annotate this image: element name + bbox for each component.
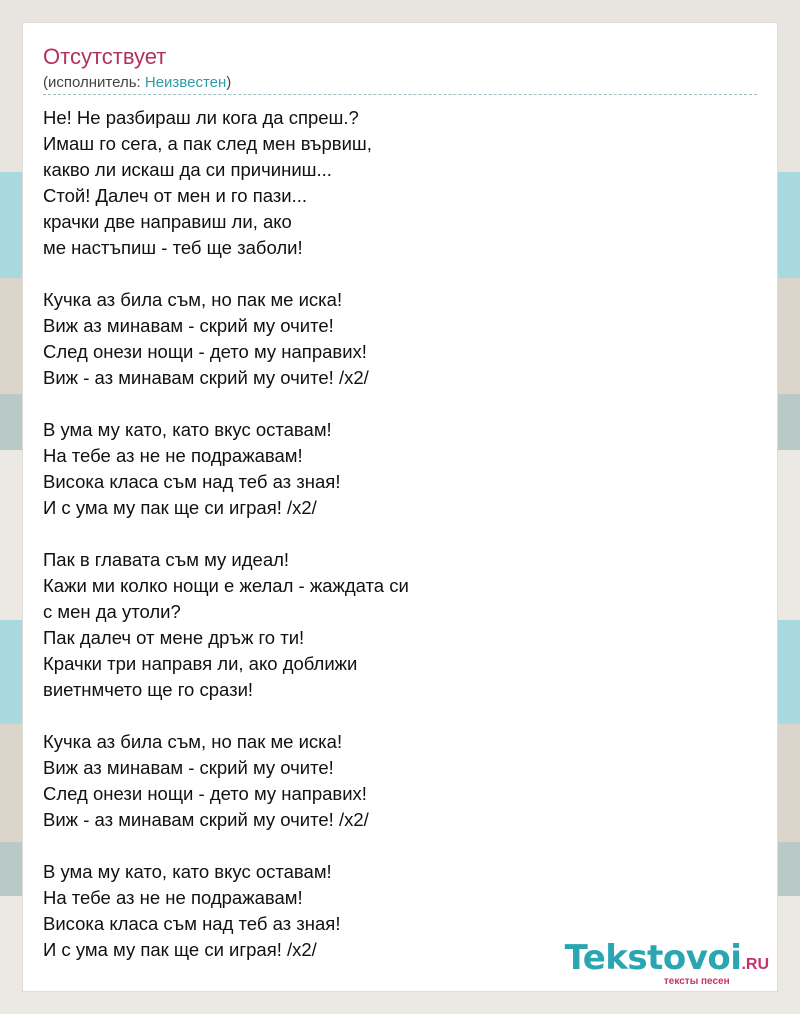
logo-tagline: тексты песен bbox=[663, 976, 730, 987]
lyric-line: В ума му като, като вкус оставам! bbox=[43, 861, 332, 882]
lyric-line: виетнмчето ще го срази! bbox=[43, 679, 254, 700]
logo-tld: .RU bbox=[741, 956, 769, 973]
lyric-line: В ума му като, като вкус оставам! bbox=[43, 419, 332, 440]
lyric-line: Не! Не разбираш ли кога да спреш.? bbox=[43, 107, 359, 128]
lyric-line bbox=[43, 521, 743, 547]
title-divider bbox=[43, 94, 757, 95]
lyric-line: Висока класа съм над теб аз зная! bbox=[43, 471, 341, 492]
lyric-line: какво ли искаш да си причиниш... bbox=[43, 159, 332, 180]
lyric-line: ме настъпиш - теб ще заболи! bbox=[43, 237, 303, 258]
lyric-line bbox=[43, 703, 743, 729]
lyric-line bbox=[43, 833, 743, 859]
lyric-line: Висока класа съм над теб аз зная! bbox=[43, 913, 341, 934]
lyric-line: След онези нощи - дето му направих! bbox=[43, 783, 367, 804]
lyric-line: Пак в главата съм му идеал! bbox=[43, 549, 290, 570]
lyrics-text bbox=[43, 105, 743, 963]
artist-prefix: (исполнитель: bbox=[43, 74, 145, 91]
lyric-line: Виж - аз минавам скрий му очите! /x2/ bbox=[43, 809, 369, 830]
lyric-line: Пак далеч от мене дръж го ти! bbox=[43, 627, 305, 648]
lyric-line: И с ума му пак ще си играя! /x2/ bbox=[43, 939, 317, 960]
lyric-line: Крачки три направя ли, ако доближи bbox=[43, 653, 358, 674]
lyric-line: Кажи ми колко нощи е желал - жаждата си bbox=[43, 575, 409, 596]
lyric-line: На тебе аз не не подражавам! bbox=[43, 887, 303, 908]
lyric-line: Виж аз минавам - скрий му очите! bbox=[43, 315, 334, 336]
artist-line bbox=[43, 73, 231, 93]
lyric-line: Кучка аз била съм, но пак ме иска! bbox=[43, 731, 343, 752]
lyric-line: крачки две направиш ли, ако bbox=[43, 211, 292, 232]
lyric-line: И с ума му пак ще си играя! /x2/ bbox=[43, 497, 317, 518]
song-title: Отсутствует bbox=[43, 44, 167, 69]
lyric-line: Имаш го сега, а пак след мен вървиш, bbox=[43, 133, 372, 154]
lyric-line bbox=[43, 261, 743, 287]
lyrics-card bbox=[22, 22, 778, 992]
lyric-line: Виж - аз минавам скрий му очите! /x2/ bbox=[43, 367, 369, 388]
artist-suffix: ) bbox=[226, 74, 232, 91]
logo-brand: Tekstovoi bbox=[564, 938, 742, 978]
lyric-line: Виж аз минавам - скрий му очите! bbox=[43, 757, 334, 778]
lyric-line: Стой! Далеч от мен и го пази... bbox=[43, 185, 308, 206]
lyric-line: с мен да утоли? bbox=[43, 601, 181, 622]
lyric-line bbox=[43, 391, 743, 417]
site-logo[interactable] bbox=[565, 940, 769, 987]
lyric-line: Кучка аз била съм, но пак ме иска! bbox=[43, 289, 343, 310]
lyric-line: На тебе аз не не подражавам! bbox=[43, 445, 303, 466]
artist-link[interactable]: Неизвестен bbox=[144, 74, 227, 91]
lyric-line: След онези нощи - дето му направих! bbox=[43, 341, 367, 362]
